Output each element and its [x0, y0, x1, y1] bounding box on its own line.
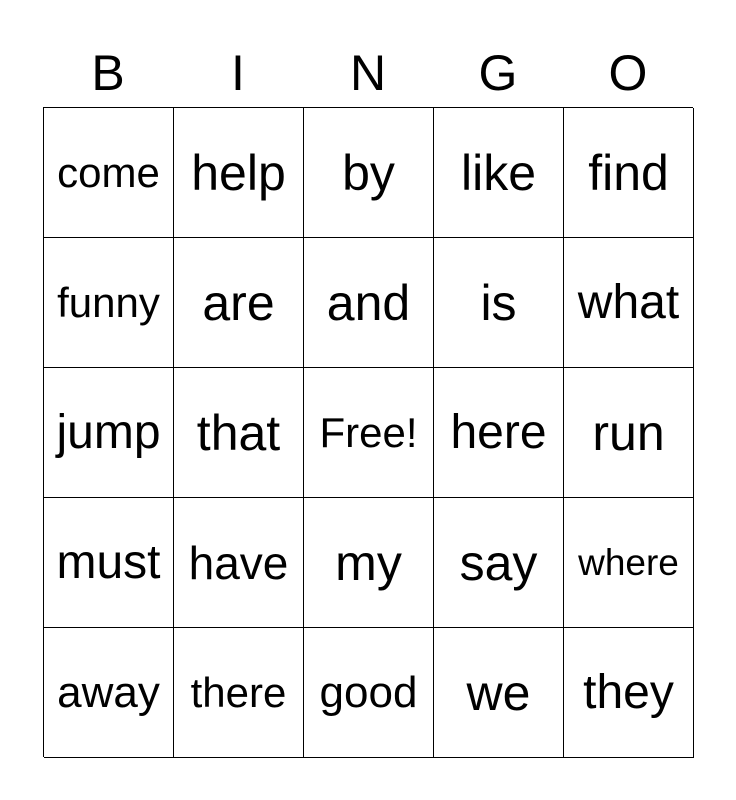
bingo-cell[interactable] [434, 498, 564, 628]
bingo-cell[interactable] [174, 498, 304, 628]
cell-word: are [202, 274, 275, 331]
cell-word: good [319, 667, 418, 717]
bingo-cell[interactable] [564, 238, 694, 368]
cell-word: and [326, 274, 411, 331]
bingo-cell[interactable] [564, 498, 694, 628]
bingo-cell[interactable] [434, 628, 564, 758]
cell-word: we [466, 664, 531, 721]
bingo-cell[interactable] [174, 628, 304, 758]
bingo-cell[interactable] [174, 238, 304, 368]
cell-word: here [450, 405, 547, 459]
bingo-cell[interactable] [564, 628, 694, 758]
cell-word: is [480, 274, 517, 331]
bingo-cell[interactable] [564, 368, 694, 498]
bingo-cell[interactable] [304, 628, 434, 758]
bingo-cell[interactable] [174, 108, 304, 238]
cell-word: my [335, 534, 402, 591]
bingo-cell[interactable] [564, 108, 694, 238]
cell-word: what [577, 275, 680, 329]
bingo-cell[interactable] [304, 498, 434, 628]
bingo-cell[interactable] [44, 238, 174, 368]
cell-word: say [459, 534, 538, 591]
header-letter-i: I [231, 45, 245, 101]
bingo-cell[interactable] [44, 628, 174, 758]
cell-word: by [342, 144, 395, 201]
bingo-cell[interactable] [44, 498, 174, 628]
cell-word: help [191, 144, 286, 201]
cell-word: they [583, 665, 674, 719]
cell-word: like [460, 144, 537, 201]
cell-word: jump [56, 405, 161, 459]
cell-word: come [57, 148, 160, 196]
bingo-cell[interactable] [174, 368, 304, 498]
bingo-cell[interactable] [44, 108, 174, 238]
bingo-cell[interactable] [44, 368, 174, 498]
bingo-cell[interactable] [304, 238, 434, 368]
bingo-cell[interactable] [434, 368, 564, 498]
free-space-label: Free! [319, 408, 418, 456]
bingo-cell[interactable] [434, 108, 564, 238]
header-letter-o: O [608, 45, 648, 101]
bingo-header [43, 40, 693, 106]
bingo-board [43, 107, 693, 757]
cell-word: run [592, 404, 665, 461]
cell-word: have [188, 536, 289, 589]
cell-word: that [196, 404, 281, 461]
cell-word: must [56, 535, 161, 589]
cell-word: away [57, 667, 160, 717]
header-letter-n: N [349, 45, 387, 101]
cell-word: where [578, 542, 679, 583]
free-space[interactable] [304, 368, 434, 498]
header-letter-b: B [91, 45, 125, 101]
header-letter-g: G [478, 45, 518, 101]
bingo-cell[interactable] [434, 238, 564, 368]
bingo-cell[interactable] [304, 108, 434, 238]
cell-word: find [588, 144, 669, 201]
cell-word: funny [57, 278, 160, 326]
cell-word: there [190, 668, 287, 716]
